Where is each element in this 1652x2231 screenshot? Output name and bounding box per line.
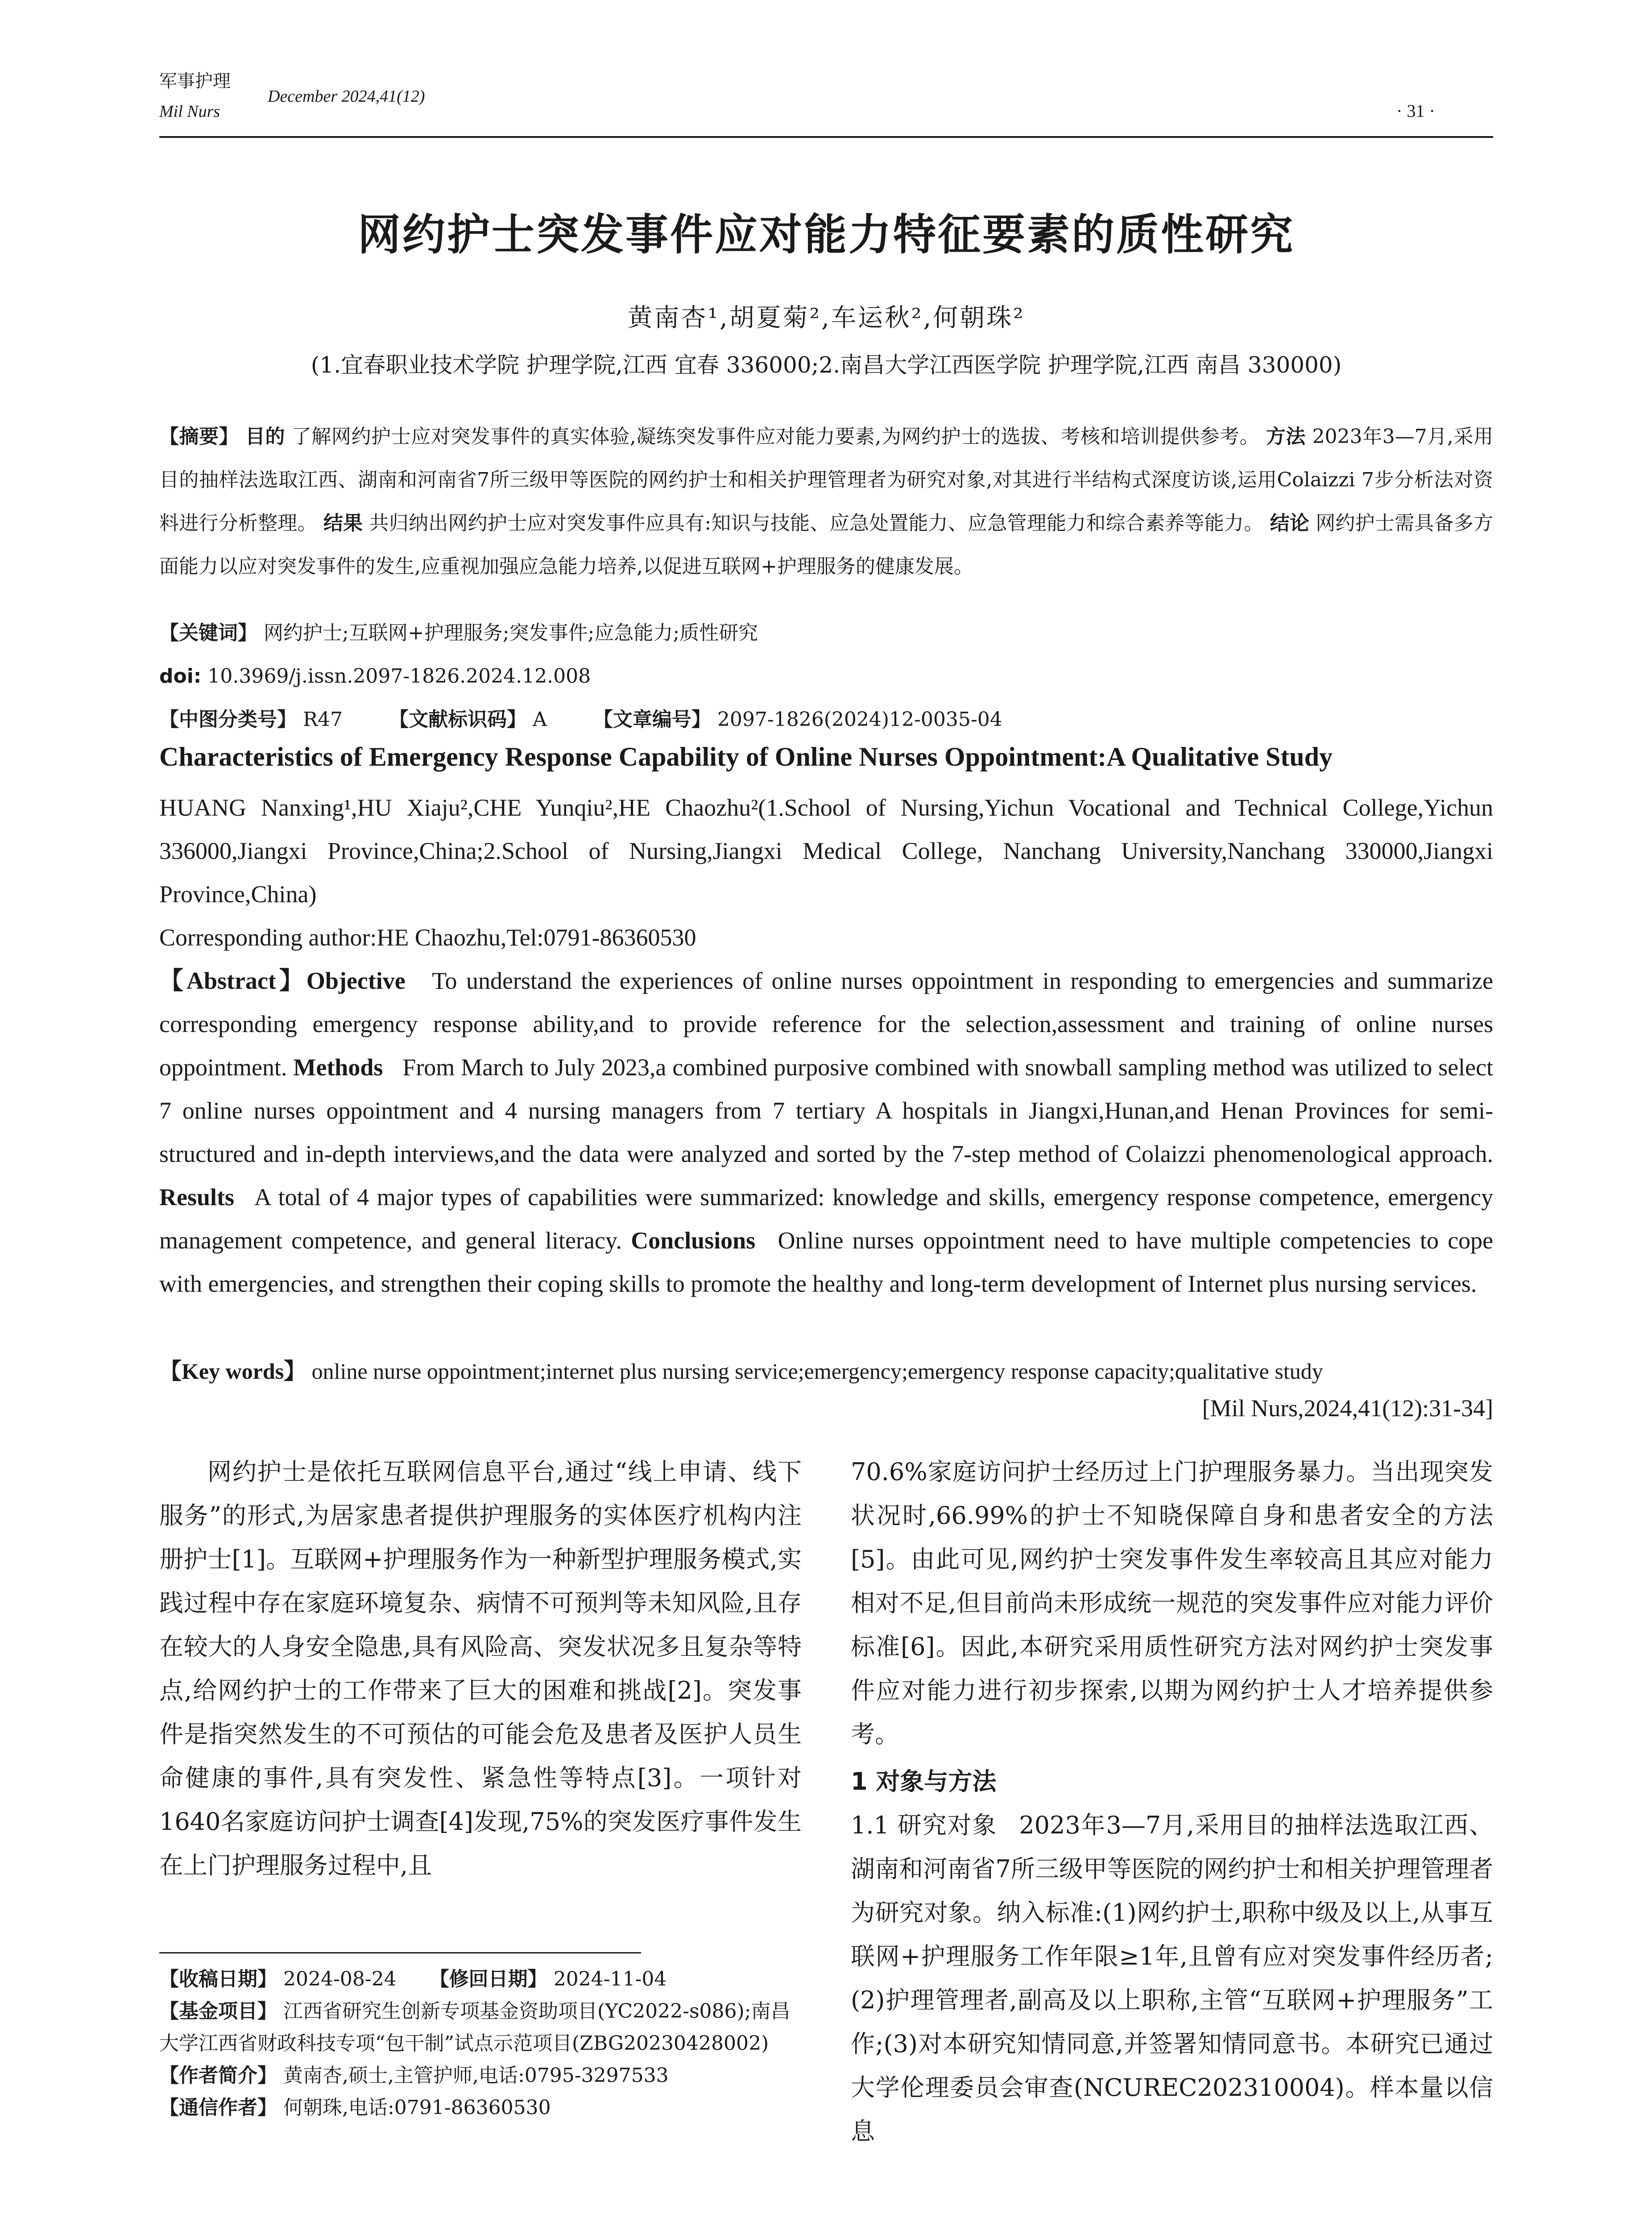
- section-heading-1: 1 对象与方法: [851, 1767, 997, 1796]
- intro-paragraph: 网约护士是依托互联网信息平台,通过“线上申请、线下服务”的形式,为居家患者提供护理服务的实体医疗机构内注册护士[1]。互联网+护理服务作为一种新型护理服务模式,实践过程中存在家庭环境复杂、病情不可预判等未知风险,且存在较大的人身安全隐患,具有风险高、突发状况多且复杂等特点,给网约护士的工作带来了巨大的困难和挑战[2]。突发事件是指突然发生的不可预估的可能会危及患者及医护人员生命健康的事件,具有突发性、紧急性等特点[3]。一项针对1640名家庭访问护士调查[4]发现,75%的突发医疗事件发生在上门护理服务过程中,且: [159, 1458, 802, 1879]
- doi-label: doi:: [159, 665, 202, 688]
- subsection-1-1-text: 2023年3—7月,采用目的抽样法选取江西、湖南和河南省7所三级甲等医院的网约护士和相关护理管理者为研究对象。纳入标准:(1)网约护士,职称中级及以上,从事互联网+护理服务工作年限≥1年,且曾有应对突发事件经历者;(2)护理管理者,副高及以上职称,主管“互联网+护理服务”工作;(3)对本研究知情同意,并签署知情同意书。本研究已通过大学伦理委员会审查(NCUREC202310004)。样本量以信息: [851, 1811, 1493, 2145]
- keywords-cn: [159, 611, 1493, 655]
- abstract-cn-label: 【摘要】: [159, 425, 239, 448]
- results-label-en: Results: [159, 1184, 235, 1211]
- objective-en: To understand the experiences of online nurses oppointment in responding to emergencies and summarize corresponding emergency response ability,and to provide reference for the selection,assessment and training of online nurses oppointment.: [159, 967, 1493, 1081]
- subsection-1-1-label: 1.1 研究对象: [851, 1811, 998, 1839]
- keywords-en-label: 【Key words】: [159, 1359, 306, 1384]
- abstract-en-label: 【Abstract】: [159, 967, 306, 994]
- body-right-column: [851, 1450, 1493, 2153]
- affiliation: (1.宜春职业技术学院 护理学院,江西 宜春 336000;2.南昌大学江西医学院 护理学院,江西 南昌 330000): [311, 352, 1342, 378]
- subsection-1-1: [851, 1804, 1493, 2153]
- page-number: · 31 ·: [1396, 101, 1435, 121]
- corresponding-author-en: Corresponding author:HE Chaozhu,Tel:0791-86360530: [159, 924, 696, 951]
- footnote-rule: [159, 1952, 641, 1953]
- corresponding-text: 何朝珠,电话:0791-86360530: [283, 2096, 551, 2119]
- author-bio-label: 【作者简介】: [159, 2064, 277, 2087]
- article-no-value: 2097-1826(2024)12-0035-04: [717, 708, 1002, 731]
- classification-line: [159, 698, 1493, 741]
- journal-name-cn: 军事护理: [159, 71, 231, 91]
- keywords-en: [159, 1350, 1493, 1393]
- fund-label: 【基金项目】: [159, 2000, 277, 2023]
- objective-cn: 了解网约护士应对突发事件的真实体验,凝练突发事件应对能力要素,为网约护士的选拔、考核和培训提供参考。: [291, 425, 1260, 448]
- keywords-cn-text: 网约护士;互联网+护理服务;突发事件;应急能力;质性研究: [264, 622, 758, 644]
- received-label: 【收稿日期】: [159, 1968, 277, 1990]
- abstract-cn: [159, 415, 1493, 588]
- revised-label: 【修回日期】: [429, 1968, 547, 1990]
- methods-label-cn: 方法: [1266, 425, 1306, 448]
- objective-label-en: Objective: [306, 967, 406, 994]
- author-list: 黄南杏¹,胡夏菊²,车运秋²,何朝珠²: [627, 303, 1025, 332]
- conclusions-en: Online nurses oppointment need to have multiple competencies to cope with emergencies, and strengthen their coping skills to promote the healthy and long-term development of Internet plus nursing services.: [159, 1227, 1494, 1297]
- clc-label: 【中图分类号】: [159, 708, 297, 731]
- citation: [Mil Nurs,2024,41(12):31-34]: [1202, 1395, 1493, 1422]
- doc-code-value: A: [533, 708, 547, 731]
- dates-line: [159, 1963, 802, 1995]
- fund-line: [159, 1995, 802, 2060]
- results-label-cn: 结果: [323, 512, 363, 535]
- conclusions-label-en: Conclusions: [631, 1227, 756, 1254]
- paper-title: 网约护士突发事件应对能力特征要素的质性研究: [358, 210, 1295, 260]
- methods-en: From March to July 2023,a combined purposive combined with snowball sampling method was utilized to select 7 online nurses oppointment and 4 nursing managers from 7 tertiary A hospitals in Jiangxi,Hunan,and Henan Provinces for semi-structured and in-depth interviews,and the data were analyzed and sorted by the 7-step method of Colaizzi phenomenological approach.: [159, 1054, 1493, 1167]
- methods-cn: 2023年3—7月,采用目的抽样法选取江西、湖南和河南省7所三级甲等医院的网约护士和相关护理管理者为研究对象,对其进行半结构式深度访谈,运用Colaizzi 7步分析法对资料进行分析整理。: [159, 425, 1493, 535]
- journal-name-en: Mil Nurs: [159, 102, 220, 121]
- methods-label-en: Methods: [293, 1054, 383, 1081]
- doi-text: 10.3969/j.issn.2097-1826.2024.12.008: [207, 665, 591, 688]
- footnotes: [159, 1963, 802, 2124]
- corresponding-label: 【通信作者】: [159, 2096, 277, 2119]
- keywords-en-text: online nurse oppointment;internet plus nursing service;emergency;emergency response capacity;qualitative study: [311, 1359, 1323, 1384]
- abstract-en: [159, 959, 1493, 1306]
- corresponding-line: [159, 2092, 802, 2124]
- keywords-cn-label: 【关键词】: [159, 622, 257, 644]
- intro-paragraph-continued: 70.6%家庭访问护士经历过上门护理服务暴力。当出现突发状况时,66.99%的护士不知晓保障自身和患者安全的方法[5]。由此可见,网约护士突发事件发生率较高且其应对能力相对不足,但目前尚未形成统一规范的突发事件应对能力评价标准[6]。因此,本研究采用质性研究方法对网约护士突发事件应对能力进行初步探索,以期为网约护士人才培养提供参考。: [851, 1458, 1493, 1748]
- conclusion-label-cn: 结论: [1270, 512, 1310, 535]
- clc-value: R47: [303, 708, 343, 731]
- body-left-column: [159, 1450, 802, 1887]
- authors-en: HUANG Nanxing¹,HU Xiaju²,CHE Yunqiu²,HE Chaozhu²(1.School of Nursing,Yichun Vocational and Technical College,Yichun 336000,Jiangxi Province,China;2.School of Nursing,Jiangxi Medical College, Nanchang University,Nanchang 330000,Jiangxi Province,China): [159, 794, 1493, 908]
- results-en: A total of 4 major types of capabilities were summarized: knowledge and skills, emergency response competence, emergency management competence, and general literacy.: [159, 1184, 1493, 1254]
- author-bio-line: [159, 2060, 802, 2092]
- article-no-label: 【文章编号】: [593, 708, 711, 731]
- received-date: 2024-08-24: [283, 1968, 397, 1990]
- objective-label-cn: 目的: [245, 425, 286, 448]
- journal-issue: December 2024,41(12): [268, 87, 425, 106]
- paper-title-en: Characteristics of Emergency Response Capability of Online Nurses Oppointment:A Qualitative Study: [159, 742, 1333, 771]
- conclusion-cn: 网约护士需具备多方面能力以应对突发事件的发生,应重视加强应急能力培养,以促进互联网+护理服务的健康发展。: [159, 512, 1493, 578]
- doi-line: [159, 655, 1493, 698]
- fund-text: 江西省研究生创新专项基金资助项目(YC2022-s086);南昌大学江西省财政科技专项“包干制”试点示范项目(ZBG20230428002): [159, 2000, 791, 2055]
- results-cn: 共归纳出网约护士应对突发事件应具有:知识与技能、应急处置能力、应急管理能力和综合素养等能力。: [369, 512, 1264, 535]
- revised-date: 2024-11-04: [553, 1968, 667, 1990]
- doc-code-label: 【文献标识码】: [389, 708, 527, 731]
- author-bio-text: 黄南杏,硕士,主管护师,电话:0795-3297533: [283, 2064, 669, 2087]
- header-rule: [159, 136, 1493, 138]
